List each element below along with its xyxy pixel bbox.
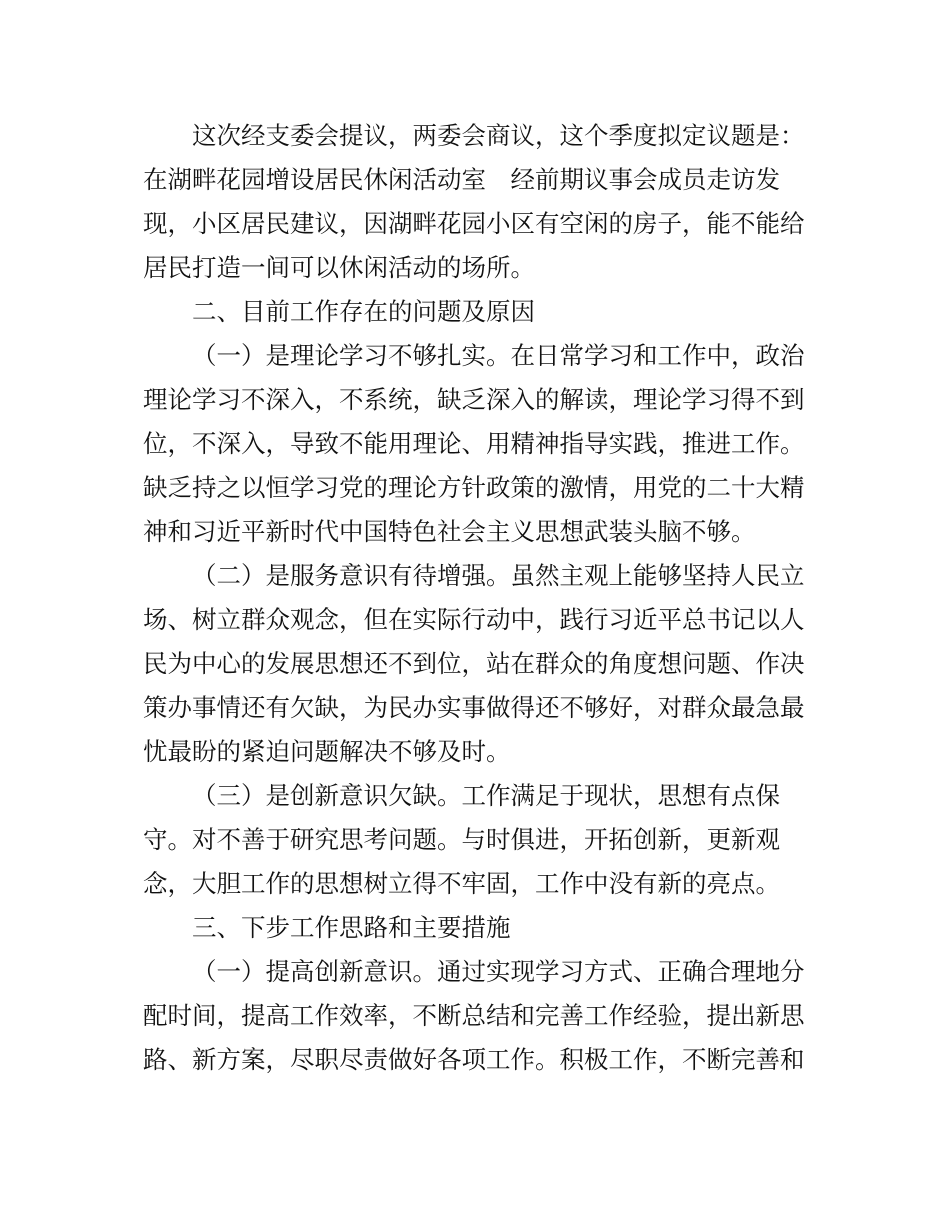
section-heading-problems — [143, 290, 815, 334]
paragraph-problem-2 — [143, 554, 815, 774]
text-line: 缺乏持之以恒学习党的理论方针政策的激情，用党的二十大精 — [143, 473, 805, 502]
text-line: 念，大胆工作的思想树立得不牢固，工作中没有新的亮点。 — [143, 869, 780, 898]
text-line: 现，小区居民建议，因湖畔花园小区有空闲的房子，能不能给 — [143, 209, 805, 238]
text-line: 在湖畔花园增设居民休闲活动室 经前期议事会成员走访发 — [143, 165, 780, 194]
section-heading-next-steps — [143, 906, 815, 950]
text-line: 忧最盼的紧迫问题解决不够及时。 — [143, 737, 511, 766]
text-line: 理论学习不深入，不系统，缺乏深入的解读，理论学习得不到 — [143, 385, 805, 414]
text-line: 场、树立群众观念，但在实际行动中，践行习近平总书记以人 — [143, 605, 805, 634]
section-heading: 三、下步工作思路和主要措施 — [192, 913, 511, 942]
paragraph-problem-1 — [143, 334, 815, 554]
text-line: （二）是服务意识有待增强。虽然主观上能够坚持人民立 — [192, 561, 805, 590]
text-line: （三）是创新意识欠缺。工作满足于现状，思想有点保 — [192, 781, 780, 810]
text-line: 配时间，提高工作效率，不断总结和完善工作经验，提出新思 — [143, 1001, 805, 1030]
paragraph-agenda-topic — [143, 114, 815, 290]
text-line: 策办事情还有欠缺，为民办实事做得还不够好，对群众最急最 — [143, 693, 805, 722]
text-line: （一）提高创新意识。通过实现学习方式、正确合理地分 — [192, 957, 805, 986]
text-line: 位，不深入，导致不能用理论、用精神指导实践，推进工作。 — [143, 429, 805, 458]
document-body — [143, 114, 815, 1082]
text-line: 这次经支委会提议，两委会商议，这个季度拟定议题是： — [192, 121, 805, 150]
text-line: 守。对不善于研究思考问题。与时俱进，开拓创新，更新观 — [143, 825, 780, 854]
section-heading: 二、目前工作存在的问题及原因 — [192, 297, 535, 326]
paragraph-measure-1 — [143, 950, 815, 1082]
paragraph-problem-3 — [143, 774, 815, 906]
text-line: 路、新方案，尽职尽责做好各项工作。积极工作，不断完善和 — [143, 1045, 805, 1074]
text-line: 民为中心的发展思想还不到位，站在群众的角度想问题、作决 — [143, 649, 805, 678]
text-line: （一）是理论学习不够扎实。在日常学习和工作中，政治 — [192, 341, 805, 370]
text-line: 神和习近平新时代中国特色社会主义思想武装头脑不够。 — [143, 517, 756, 546]
text-line: 居民打造一间可以休闲活动的场所。 — [143, 253, 535, 282]
